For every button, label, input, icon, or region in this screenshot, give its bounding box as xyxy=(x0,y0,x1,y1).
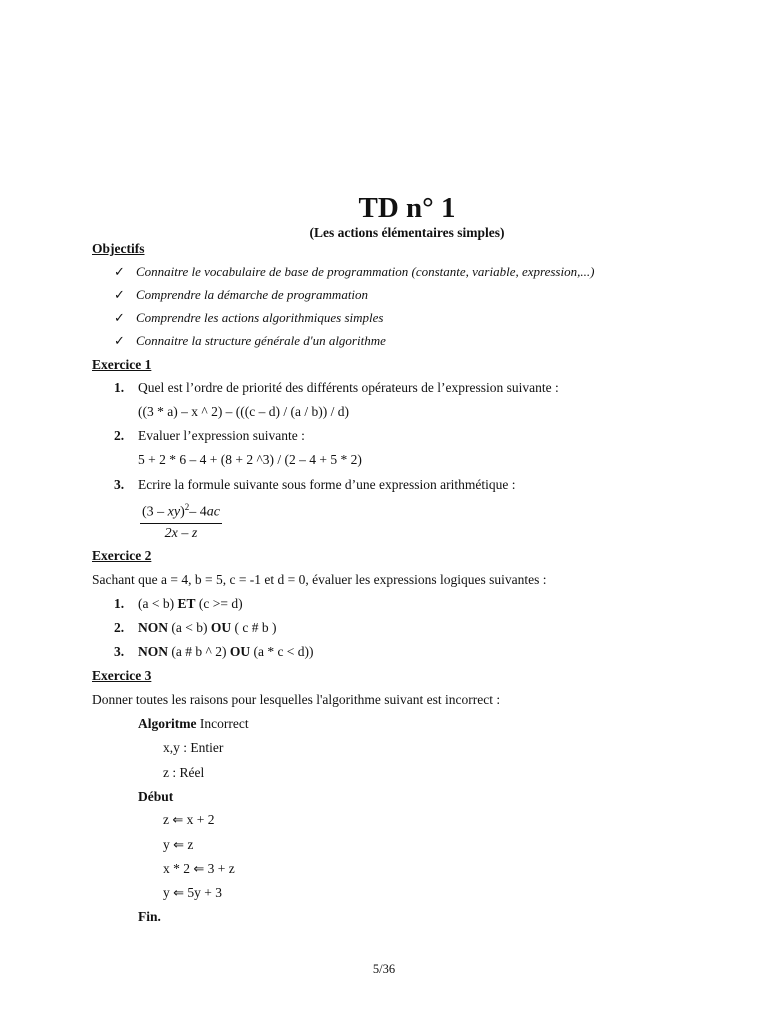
page-number: 5/36 xyxy=(372,962,396,976)
checkmark-icon: ✓ xyxy=(114,333,125,348)
objective-text: Comprendre la démarche de programmation xyxy=(136,287,369,302)
logic-expression: NON (a # b ^ 2) OU (a * c < d)) xyxy=(138,644,314,659)
page-title: TD n° 1 xyxy=(358,192,456,224)
formula-denominator: 2x – z xyxy=(164,525,198,541)
expression: ((3 * a) – x ^ 2) – (((c – d) / (a / b)) / d) xyxy=(138,404,350,419)
page-subtitle: (Les actions élémentaires simples) xyxy=(309,225,505,240)
question-number: 2. xyxy=(114,428,125,443)
algo-fin: Fin. xyxy=(138,909,161,924)
left-arrow-icon: ⇐ xyxy=(172,813,184,828)
exercice1-heading: Exercice 1 xyxy=(92,357,152,372)
objective-text: Connaitre la structure générale d'un algorithme xyxy=(136,333,386,348)
question-number: 3. xyxy=(114,644,125,659)
left-arrow-icon: ⇐ xyxy=(173,838,185,853)
algo-declaration: x,y : Entier xyxy=(163,740,224,755)
logic-expression: (a < b) ET (c >= d) xyxy=(138,596,243,611)
left-arrow-icon: ⇐ xyxy=(173,886,185,901)
algo-statement: x * 2 ⇐ 3 + z xyxy=(163,861,235,877)
objective-item xyxy=(114,333,386,349)
algo-declaration: z : Réel xyxy=(163,765,205,780)
objective-item xyxy=(114,310,383,326)
algo-statement: z ⇐ x + 2 xyxy=(163,812,215,828)
checkmark-icon: ✓ xyxy=(114,310,125,325)
formula xyxy=(140,502,222,542)
question-number: 1. xyxy=(114,596,125,611)
objective-item xyxy=(114,264,594,280)
algo-header: Algoritme Incorrect xyxy=(138,716,249,731)
question-text: Ecrire la formule suivante sous forme d’une expression arithmétique : xyxy=(138,477,516,492)
objective-text: Comprendre les actions algorithmiques simples xyxy=(136,310,384,325)
exercice3-intro: Donner toutes les raisons pour lesquelles l'algorithme suivant est incorrect : xyxy=(92,692,501,707)
question-number: 1. xyxy=(114,380,125,395)
left-arrow-icon: ⇐ xyxy=(193,862,205,877)
logic-expression: NON (a < b) OU ( c # b ) xyxy=(138,620,277,635)
algo-statement: y ⇐ 5y + 3 xyxy=(163,885,223,901)
checkmark-icon: ✓ xyxy=(114,287,125,302)
exercice2-intro: Sachant que a = 4, b = 5, c = -1 et d = 0, évaluer les expressions logiques suivantes : xyxy=(92,572,547,587)
question-number: 2. xyxy=(114,620,125,635)
exercice3-heading: Exercice 3 xyxy=(92,668,152,683)
algo-debut: Début xyxy=(138,789,174,804)
expression: 5 + 2 * 6 – 4 + (8 + 2 ^3) / (2 – 4 + 5 * 2) xyxy=(138,452,362,467)
formula-numerator: (3 – xy)$^2$– 4ac xyxy=(140,502,222,524)
question-text: Quel est l’ordre de priorité des différents opérateurs de l’expression suivante : xyxy=(138,380,559,395)
checkmark-icon: ✓ xyxy=(114,264,125,279)
exercice2-heading: Exercice 2 xyxy=(92,548,152,563)
objective-text: Connaitre le vocabulaire de base de programmation (constante, variable, expression,...) xyxy=(136,264,595,279)
objectifs-heading: Objectifs xyxy=(92,241,145,256)
objective-item xyxy=(114,287,368,303)
question-text: Evaluer l’expression suivante : xyxy=(138,428,305,443)
algo-statement: y ⇐ z xyxy=(163,837,194,853)
question-number: 3. xyxy=(114,477,125,492)
